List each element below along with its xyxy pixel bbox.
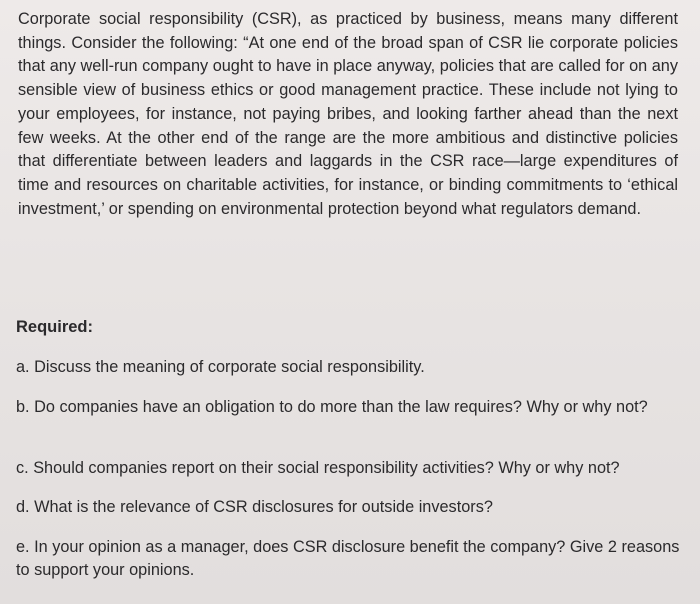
question-d: d. What is the relevance of CSR disclosures for outside investors? (16, 498, 493, 516)
question-b: b. Do companies have an obligation to do more than the law requires? Why or why not? (16, 398, 648, 416)
question-c: c. Should companies report on their social responsibility activities? Why or why not? (16, 459, 620, 477)
question-a: a. Discuss the meaning of corporate social responsibility. (16, 358, 425, 376)
required-heading: Required: (16, 318, 94, 336)
question-e: e. In your opinion as a manager, does CSR disclosure benefit the company? Give 2 reasons to support your opinions. (16, 538, 680, 579)
csr-passage: Corporate social responsibility (CSR), as practiced by business, means many different things. Consider the following: “At one end of the broad span of CSR lie corporate policies that any well-run company ought to have in place anyway, policies that are called for on any sensible view of business ethics or good management practice. These include not lying to your employees, for instance, not paying bribes, and looking farther ahead than the next few weeks. At the other end of the range are the more ambitious and distinctive policies that differentiate between leaders and laggards in the CSR race—large expenditures of time and resources on charitable activities, for instance, or binding commitments to ‘ethical investment,’ or spending on environmental protection beyond what regulators demand. (18, 10, 678, 218)
